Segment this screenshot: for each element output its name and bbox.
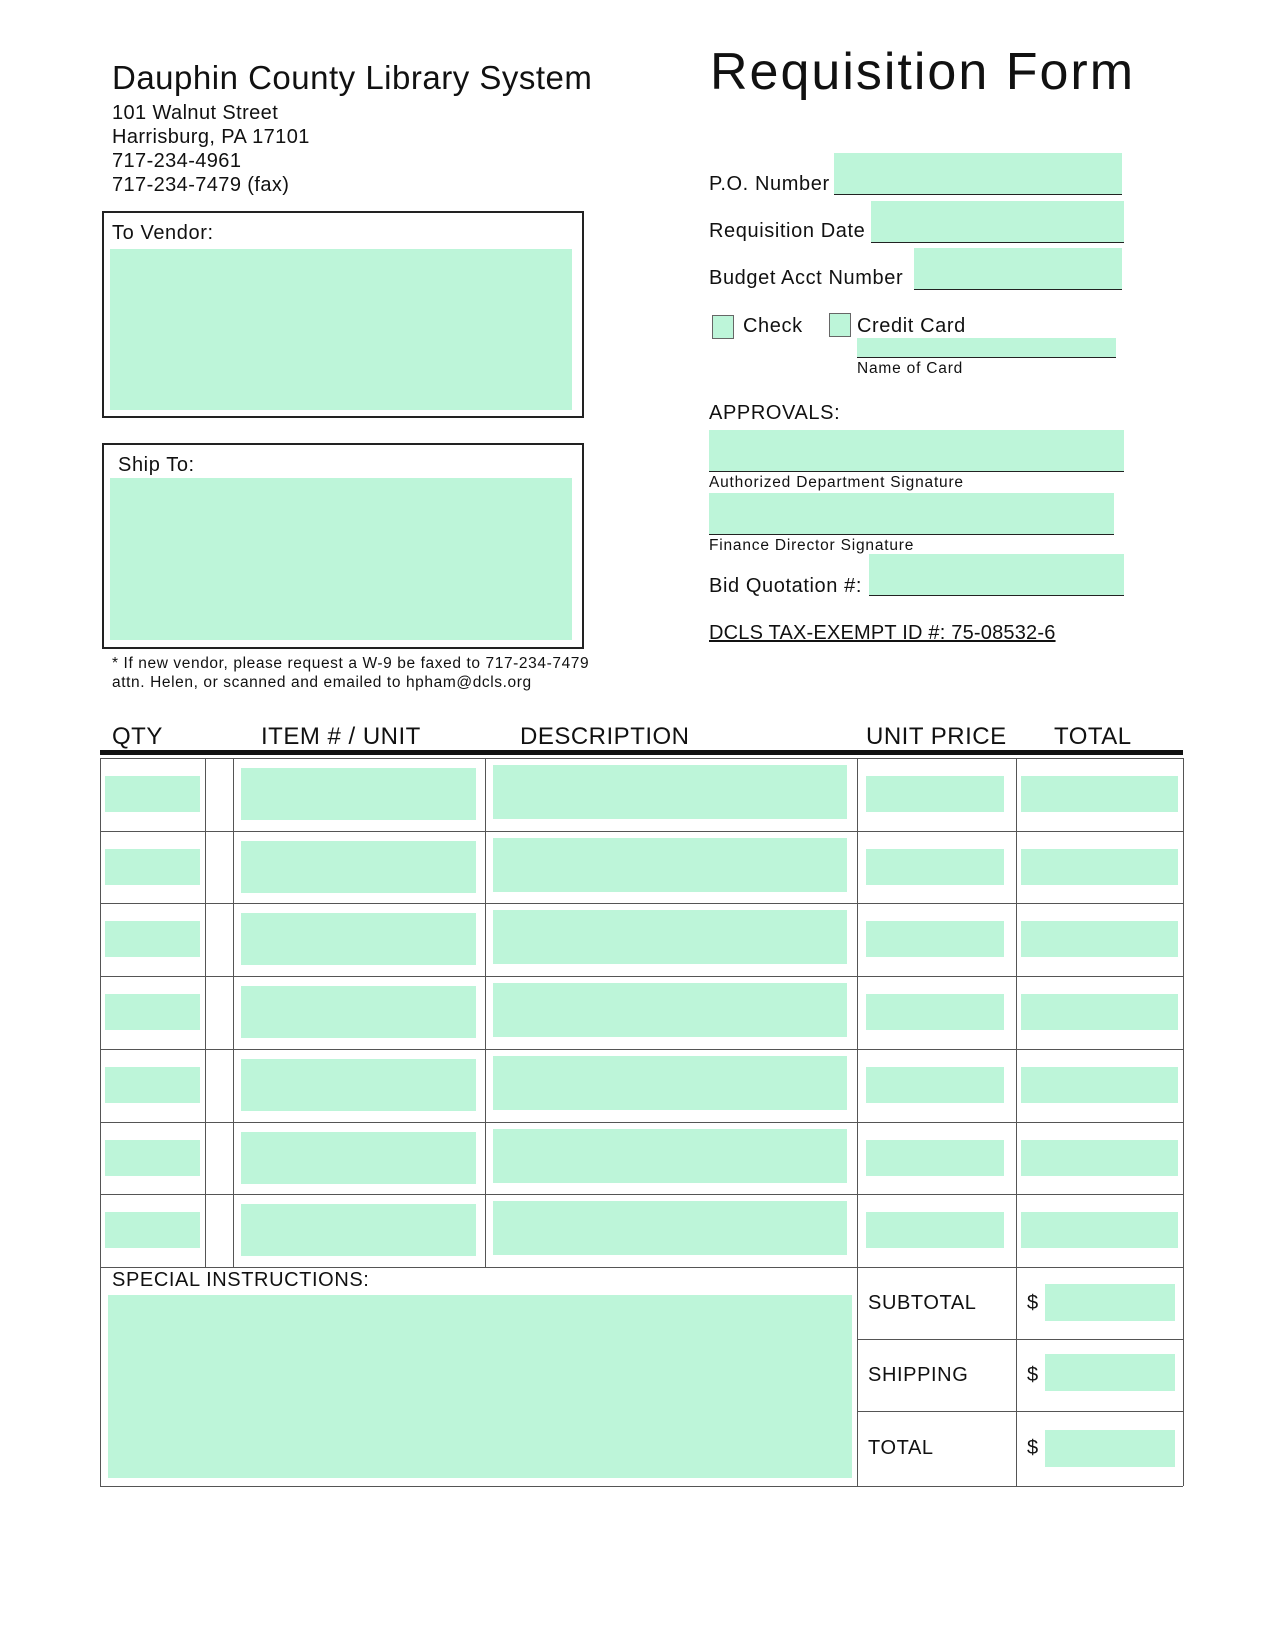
- table-column-divider: [1016, 758, 1017, 1486]
- row-unit-price-field[interactable]: [866, 921, 1004, 957]
- finance-signature-underline: [709, 534, 1114, 535]
- ship-to-label: Ship To:: [118, 454, 195, 476]
- bid-quotation-label: Bid Quotation #:: [709, 575, 863, 597]
- col-header-total: TOTAL: [1054, 723, 1132, 750]
- table-column-divider: [857, 758, 858, 1486]
- table-row-divider: [100, 1267, 1183, 1268]
- check-label: Check: [743, 315, 803, 337]
- col-header-unit-price: UNIT PRICE: [866, 723, 1007, 750]
- row-item-unit-field[interactable]: [241, 1204, 476, 1256]
- authorized-signature-field[interactable]: [709, 430, 1124, 472]
- check-checkbox[interactable]: [712, 315, 734, 339]
- col-header-item-unit: ITEM # / UNIT: [261, 723, 421, 750]
- shipping-currency: $: [1027, 1364, 1039, 1386]
- total-field[interactable]: [1045, 1430, 1175, 1467]
- tax-exempt-id: DCLS TAX-EXEMPT ID #: 75-08532-6: [709, 622, 1056, 644]
- name-of-card-field[interactable]: [857, 338, 1116, 358]
- approvals-label: APPROVALS:: [709, 402, 841, 424]
- row-total-field[interactable]: [1021, 994, 1178, 1030]
- authorized-signature-underline: [709, 471, 1124, 472]
- budget-acct-field[interactable]: [914, 248, 1122, 290]
- table-row-divider: [100, 1049, 1183, 1050]
- fax-number: 717-234-7479 (fax): [112, 174, 290, 196]
- row-description-field[interactable]: [493, 910, 847, 964]
- row-description-field[interactable]: [493, 1056, 847, 1110]
- row-unit-price-field[interactable]: [866, 849, 1004, 885]
- table-row-divider: [100, 976, 1183, 977]
- row-total-field[interactable]: [1021, 1067, 1178, 1103]
- row-qty-field[interactable]: [105, 1212, 200, 1248]
- table-column-divider: [205, 758, 206, 1267]
- credit-card-checkbox[interactable]: [829, 313, 851, 337]
- table-row-divider: [100, 1122, 1183, 1123]
- row-unit-price-field[interactable]: [866, 1140, 1004, 1176]
- budget-acct-label: Budget Acct Number: [709, 267, 904, 289]
- table-column-divider: [485, 758, 486, 1267]
- row-unit-price-field[interactable]: [866, 776, 1004, 812]
- row-total-field[interactable]: [1021, 776, 1178, 812]
- row-total-field[interactable]: [1021, 1212, 1178, 1248]
- budget-acct-underline: [914, 289, 1122, 290]
- subtotal-label: SUBTOTAL: [868, 1292, 977, 1314]
- table-row-divider: [100, 831, 1183, 832]
- row-item-unit-field[interactable]: [241, 1059, 476, 1111]
- row-item-unit-field[interactable]: [241, 913, 476, 965]
- address-line-1: 101 Walnut Street: [112, 102, 279, 124]
- row-description-field[interactable]: [493, 983, 847, 1037]
- row-qty-field[interactable]: [105, 776, 200, 812]
- row-item-unit-field[interactable]: [241, 1132, 476, 1184]
- table-column-divider: [233, 758, 234, 1267]
- special-instructions-field[interactable]: [108, 1295, 852, 1478]
- row-qty-field[interactable]: [105, 921, 200, 957]
- requisition-date-underline: [871, 242, 1124, 243]
- org-name: Dauphin County Library System: [112, 59, 593, 96]
- totals-divider: [857, 1339, 1183, 1340]
- table-row-divider: [100, 903, 1183, 904]
- special-instructions-label: SPECIAL INSTRUCTIONS:: [112, 1269, 370, 1291]
- row-unit-price-field[interactable]: [866, 1212, 1004, 1248]
- totals-divider: [857, 1411, 1183, 1412]
- finance-signature-label: Finance Director Signature: [709, 537, 915, 554]
- po-number-label: P.O. Number: [709, 173, 830, 195]
- subtotal-currency: $: [1027, 1292, 1039, 1314]
- total-label: TOTAL: [868, 1437, 934, 1459]
- row-unit-price-field[interactable]: [866, 1067, 1004, 1103]
- po-number-field[interactable]: [834, 153, 1122, 195]
- header-rule: [100, 750, 1183, 755]
- row-item-unit-field[interactable]: [241, 768, 476, 820]
- row-total-field[interactable]: [1021, 849, 1178, 885]
- vendor-note-line1: * If new vendor, please request a W-9 be faxed to 717-234-7479: [112, 655, 590, 672]
- row-total-field[interactable]: [1021, 1140, 1178, 1176]
- table-border-bottom: [100, 1486, 1183, 1487]
- vendor-field[interactable]: [110, 249, 572, 410]
- po-number-underline: [834, 194, 1122, 195]
- bid-quotation-field[interactable]: [869, 554, 1124, 596]
- row-qty-field[interactable]: [105, 849, 200, 885]
- row-description-field[interactable]: [493, 1129, 847, 1183]
- authorized-signature-label: Authorized Department Signature: [709, 474, 964, 491]
- credit-card-label: Credit Card: [857, 315, 966, 337]
- row-description-field[interactable]: [493, 765, 847, 819]
- row-description-field[interactable]: [493, 838, 847, 892]
- requisition-date-field[interactable]: [871, 201, 1124, 243]
- vendor-note-line2: attn. Helen, or scanned and emailed to hpham@dcls.org: [112, 674, 532, 691]
- row-unit-price-field[interactable]: [866, 994, 1004, 1030]
- ship-to-field[interactable]: [110, 478, 572, 640]
- row-qty-field[interactable]: [105, 1067, 200, 1103]
- bid-quotation-underline: [869, 595, 1124, 596]
- row-description-field[interactable]: [493, 1201, 847, 1255]
- row-item-unit-field[interactable]: [241, 986, 476, 1038]
- row-total-field[interactable]: [1021, 921, 1178, 957]
- row-qty-field[interactable]: [105, 994, 200, 1030]
- vendor-label: To Vendor:: [112, 222, 214, 244]
- row-qty-field[interactable]: [105, 1140, 200, 1176]
- shipping-label: SHIPPING: [868, 1364, 969, 1386]
- total-currency: $: [1027, 1437, 1039, 1459]
- subtotal-field[interactable]: [1045, 1284, 1175, 1321]
- col-header-qty: QTY: [112, 723, 163, 750]
- name-of-card-label: Name of Card: [857, 360, 964, 377]
- form-title: Requisition Form: [710, 43, 1136, 101]
- requisition-date-label: Requisition Date: [709, 220, 866, 242]
- table-row-divider: [100, 1194, 1183, 1195]
- table-border-top: [100, 758, 1183, 759]
- finance-signature-field[interactable]: [709, 493, 1114, 535]
- row-item-unit-field[interactable]: [241, 841, 476, 893]
- col-header-description: DESCRIPTION: [520, 723, 690, 750]
- table-border-right: [1183, 758, 1184, 1486]
- shipping-field[interactable]: [1045, 1354, 1175, 1391]
- phone-number: 717-234-4961: [112, 150, 242, 172]
- address-line-2: Harrisburg, PA 17101: [112, 126, 310, 148]
- name-of-card-underline: [857, 357, 1116, 358]
